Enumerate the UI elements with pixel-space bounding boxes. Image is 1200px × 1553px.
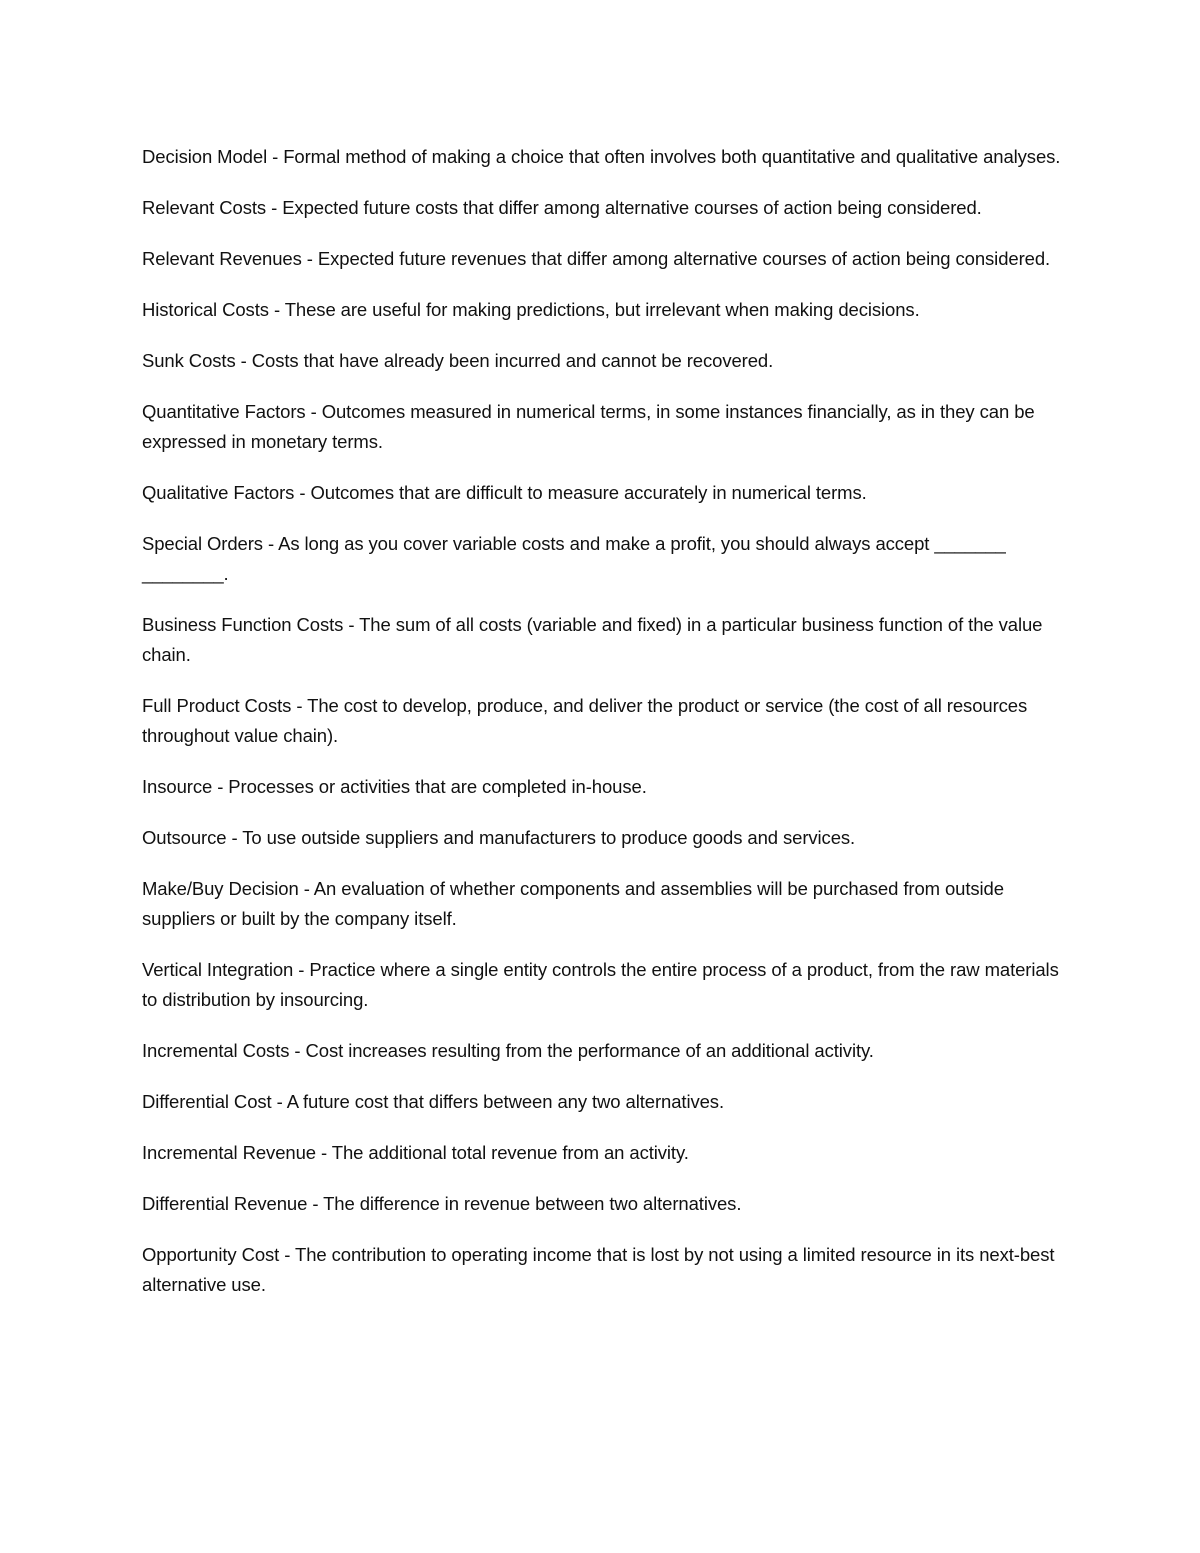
glossary-term: Historical Costs: [142, 299, 269, 320]
glossary-definition: The contribution to operating income that is lost by not using a limited resource in its next-best alternative use.: [142, 1244, 1055, 1295]
glossary-definition: The additional total revenue from an activity.: [331, 1142, 689, 1163]
glossary-definition: To use outside suppliers and manufacturers to produce goods and services.: [242, 827, 856, 848]
term-separator: -: [279, 1244, 296, 1265]
glossary-definition: The cost to develop, produce, and deliver the product or service (the cost of all resources throughout value chain).: [142, 695, 1028, 746]
glossary-entry: [142, 691, 1062, 751]
glossary-term: Outsource: [142, 827, 227, 848]
term-separator: -: [294, 482, 311, 503]
glossary-entry: [142, 874, 1062, 934]
term-separator: -: [235, 350, 252, 371]
glossary-entry: [142, 772, 1062, 802]
glossary-entry: [142, 1189, 1062, 1219]
glossary-entry: [142, 478, 1062, 508]
term-separator: -: [293, 959, 310, 980]
glossary-term: Insource: [142, 776, 213, 797]
term-separator: -: [226, 827, 243, 848]
term-separator: -: [301, 248, 318, 269]
glossary-definition: Formal method of making a choice that often involves both quantitative and qualitative analyses.: [283, 146, 1061, 167]
glossary-definition: Expected future costs that differ among alternative courses of action being considered.: [282, 197, 982, 218]
glossary-entry: [142, 193, 1062, 223]
glossary-entry: [142, 955, 1062, 1015]
glossary-term: Quantitative Factors: [142, 401, 306, 422]
term-separator: -: [307, 1193, 324, 1214]
term-separator: -: [267, 146, 284, 167]
glossary-entry: [142, 823, 1062, 853]
glossary-definition: As long as you cover variable costs and make a profit, you should always accept _______ ________.: [142, 533, 1006, 584]
term-separator: -: [289, 1040, 306, 1061]
glossary-entry: [142, 1087, 1062, 1117]
glossary-entry: [142, 295, 1062, 325]
term-separator: -: [305, 401, 322, 422]
glossary-definition: Costs that have already been incurred and cannot be recovered.: [251, 350, 774, 371]
glossary-definition: Outcomes that are difficult to measure accurately in numerical terms.: [310, 482, 867, 503]
glossary-definition: These are useful for making predictions, but irrelevant when making decisions.: [284, 299, 920, 320]
glossary-term: Incremental Revenue: [142, 1142, 316, 1163]
glossary-definition: Processes or activities that are completed in-house.: [228, 776, 647, 797]
glossary-entry: [142, 1240, 1062, 1300]
glossary-entry: [142, 244, 1062, 274]
glossary-term: Relevant Costs: [142, 197, 267, 218]
term-separator: -: [315, 1142, 332, 1163]
glossary-list: [142, 142, 1062, 1321]
glossary-entry: [142, 1036, 1062, 1066]
glossary-term: Opportunity Cost: [142, 1244, 280, 1265]
glossary-term: Incremental Costs: [142, 1040, 290, 1061]
term-separator: -: [262, 533, 279, 554]
term-separator: -: [298, 878, 314, 899]
glossary-entry: [142, 1138, 1062, 1168]
glossary-definition: Expected future revenues that differ among alternative courses of action being considered.: [317, 248, 1051, 269]
glossary-definition: The sum of all costs (variable and fixed) in a particular business function of the value chain.: [142, 614, 1043, 665]
glossary-definition: The difference in revenue between two alternatives.: [323, 1193, 742, 1214]
term-separator: -: [291, 695, 308, 716]
term-separator: -: [271, 1091, 287, 1112]
glossary-entry: [142, 610, 1062, 670]
glossary-entry: [142, 529, 1062, 589]
term-separator: -: [268, 299, 285, 320]
glossary-term: Vertical Integration: [142, 959, 294, 980]
glossary-term: Business Function Costs: [142, 614, 344, 635]
glossary-term: Differential Revenue: [142, 1193, 308, 1214]
glossary-term: Differential Cost: [142, 1091, 272, 1112]
term-separator: -: [266, 197, 283, 218]
glossary-definition: Cost increases resulting from the performance of an additional activity.: [305, 1040, 874, 1061]
glossary-term: Qualitative Factors: [142, 482, 295, 503]
term-separator: -: [212, 776, 229, 797]
term-separator: -: [343, 614, 360, 635]
glossary-definition: Outcomes measured in numerical terms, in some instances financially, as in they can be expressed in monetary terms.: [142, 401, 1035, 452]
glossary-definition: An evaluation of whether components and assemblies will be purchased from outside suppliers or built by the company itself.: [142, 878, 1004, 929]
glossary-definition: Practice where a single entity controls the entire process of a product, from the raw materials to distribution by insourcing.: [142, 959, 1059, 1010]
glossary-term: Full Product Costs: [142, 695, 292, 716]
glossary-entry: [142, 142, 1062, 172]
glossary-term: Sunk Costs: [142, 350, 236, 371]
glossary-entry: [142, 346, 1062, 376]
glossary-term: Relevant Revenues: [142, 248, 302, 269]
glossary-entry: [142, 397, 1062, 457]
glossary-definition: A future cost that differs between any two alternatives.: [286, 1091, 724, 1112]
glossary-term: Special Orders: [142, 533, 263, 554]
glossary-term: Make/Buy Decision: [142, 878, 299, 899]
glossary-term: Decision Model: [142, 146, 268, 167]
